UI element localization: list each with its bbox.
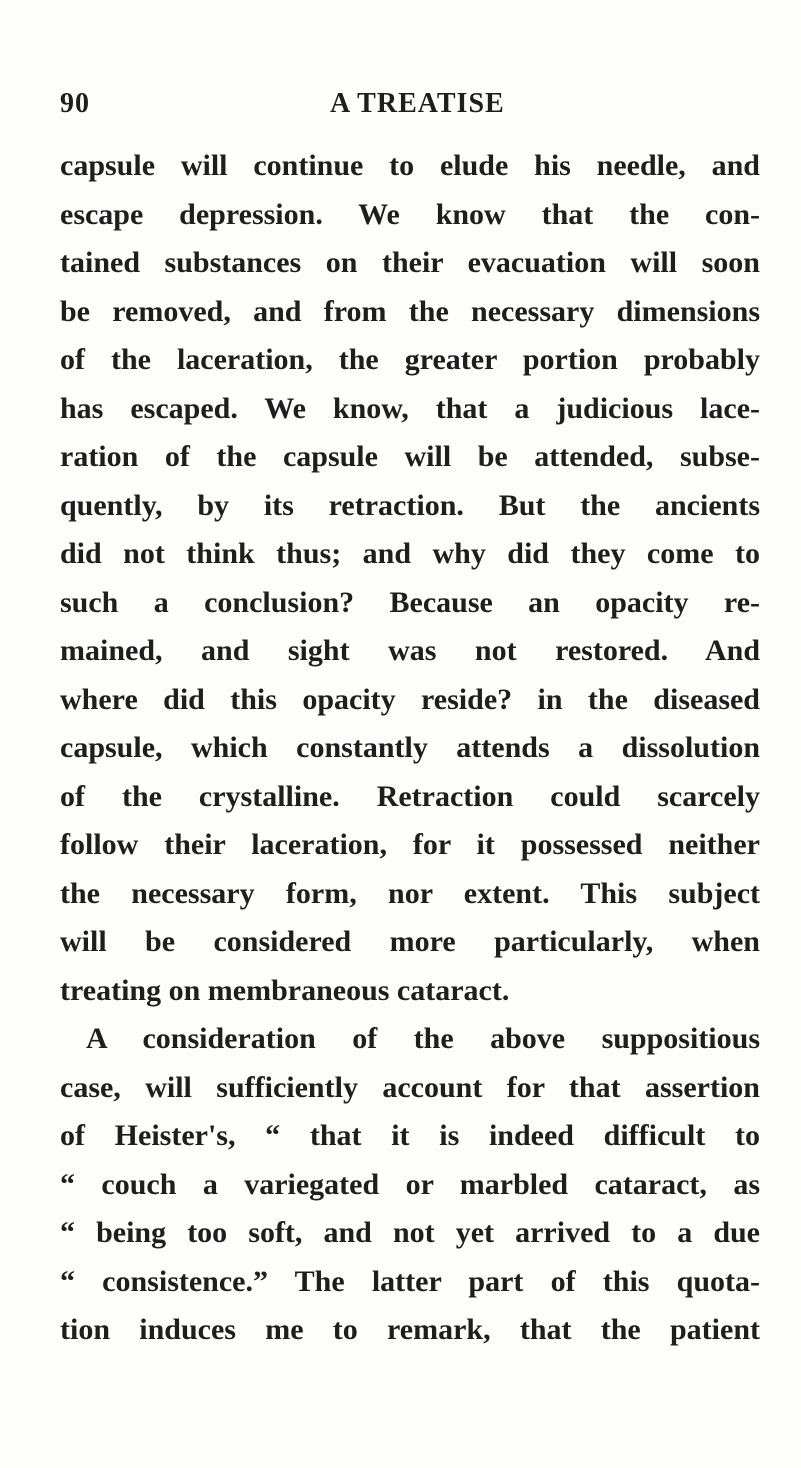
text-line: capsule, which constantly attends a dissolution bbox=[60, 731, 760, 764]
text-line: will be considered more particularly, when bbox=[60, 925, 760, 958]
text-line: mained, and sight was not restored. And bbox=[60, 634, 760, 667]
text-line: “ consistence.” The latter part of this quota- bbox=[60, 1264, 760, 1298]
text-line: such a conclusion? Because an opacity re- bbox=[60, 585, 760, 619]
text-line: “ being too soft, and not yet arrived to a due bbox=[60, 1216, 760, 1249]
text-line: quently, by its retraction. But the ancients bbox=[60, 488, 760, 522]
body-text bbox=[60, 142, 760, 1355]
page-number: 90 bbox=[60, 88, 90, 119]
text-line: follow their laceration, for it possessed neither bbox=[60, 828, 760, 861]
text-line: A consideration of the above suppositious bbox=[86, 1022, 760, 1055]
text-line: “ couch a variegated or marbled cataract, as bbox=[60, 1167, 760, 1201]
text-line: capsule will continue to elude his needle, and bbox=[60, 149, 760, 182]
text-line: treating on membraneous cataract. bbox=[60, 973, 510, 1007]
text-line: the necessary form, nor extent. This subject bbox=[60, 876, 760, 910]
running-head bbox=[60, 88, 760, 128]
text-line: escape depression. We know that the con- bbox=[60, 197, 760, 231]
text-line: tion induces me to remark, that the patient bbox=[60, 1313, 760, 1346]
text-line: has escaped. We know, that a judicious lace- bbox=[60, 391, 760, 425]
text-line: ration of the capsule will be attended, subse- bbox=[60, 440, 760, 473]
text-line: did not think thus; and why did they come to bbox=[60, 537, 760, 570]
text-line: where did this opacity reside? in the diseased bbox=[60, 682, 760, 716]
text-line: of the laceration, the greater portion probably bbox=[60, 343, 760, 376]
text-line: of the crystalline. Retraction could scarcely bbox=[60, 779, 760, 813]
text-line: tained substances on their evacuation will soon bbox=[60, 246, 760, 279]
running-head-title: A TREATISE bbox=[330, 88, 505, 119]
text-line: case, will sufficiently account for that assertion bbox=[60, 1070, 760, 1104]
text-line: of Heister's, “ that it is indeed difficult to bbox=[60, 1119, 760, 1152]
text-line: be removed, and from the necessary dimensions bbox=[60, 294, 760, 328]
